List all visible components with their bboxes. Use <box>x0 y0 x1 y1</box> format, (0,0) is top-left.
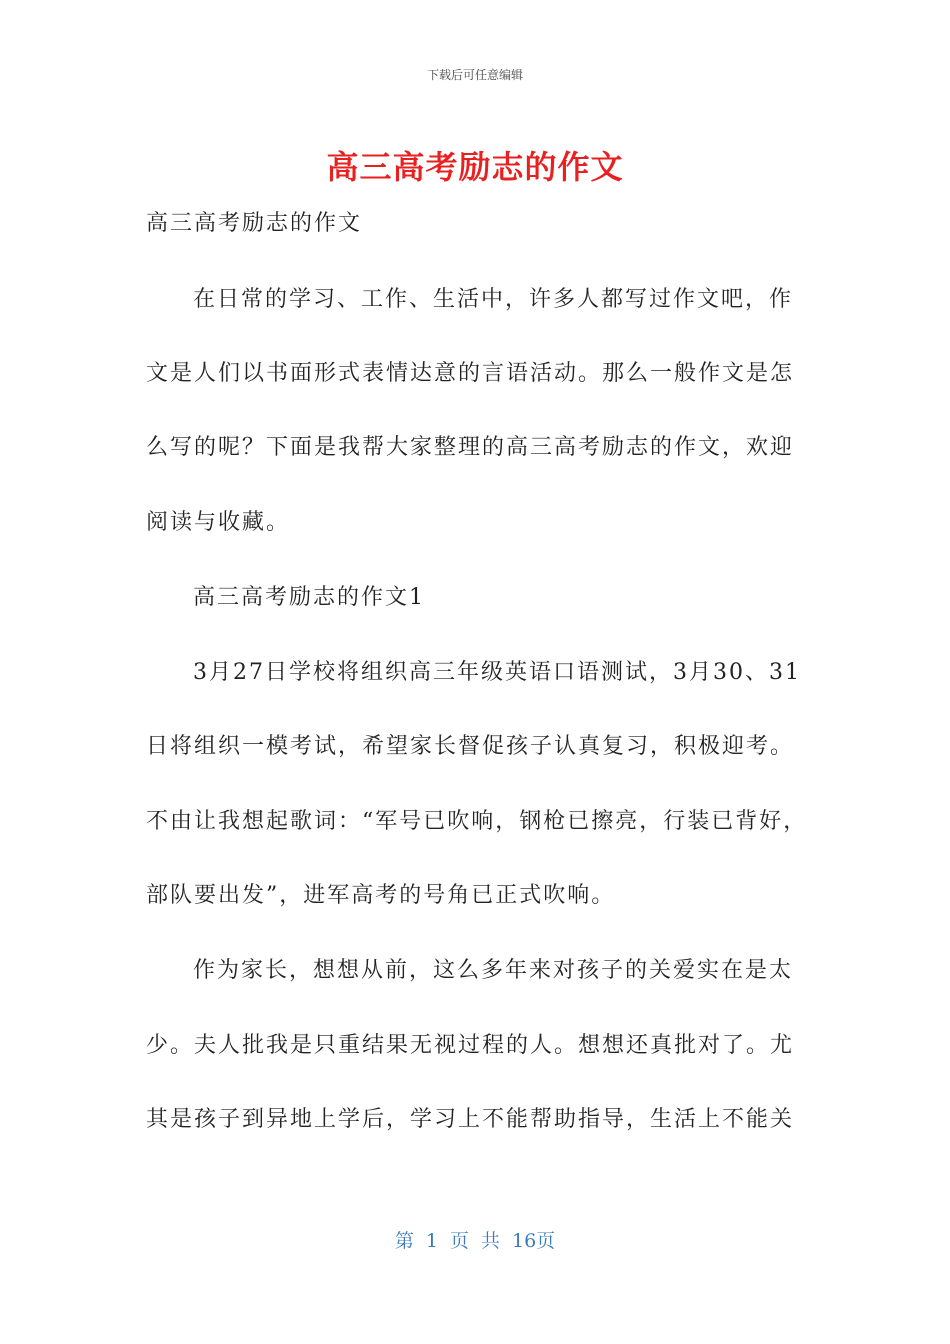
section-heading: 高三高考励志的作文1 <box>193 585 425 610</box>
paragraph-line: 阅读与收藏。 <box>146 510 291 535</box>
paragraph-line: 么写的呢？下面是我帮大家整理的高三高考励志的作文，欢迎 <box>146 435 795 460</box>
paragraph-line: 3月27日学校将组织高三年级英语口语测试，3月30、31 <box>193 660 801 685</box>
document-subtitle: 高三高考励志的作文 <box>146 211 363 236</box>
page-footer <box>0 1226 950 1253</box>
footer-prefix: 第 <box>394 1230 414 1252</box>
paragraph-line: 日将组织一模考试，希望家长督促孩子认真复习，积极迎考。 <box>146 734 795 759</box>
paragraph-line: 在日常的学习、工作、生活中，许多人都写过作文吧，作 <box>193 287 794 312</box>
document-title: 高三高考励志的作文 <box>326 148 624 186</box>
paragraph-line: 文是人们以书面形式表情达意的言语活动。那么一般作文是怎 <box>146 361 795 386</box>
footer-total-pages: 16页 <box>511 1230 556 1252</box>
paragraph-line: 其是孩子到异地上学后，学习上不能帮助指导，生活上不能关 <box>146 1107 795 1132</box>
paragraph-line: 不由让我想起歌词：“军号已吹响，钢枪已擦亮，行装已背好， <box>146 809 808 834</box>
footer-page-number: 1 <box>425 1230 438 1252</box>
paragraph-line: 作为家长，想想从前，这么多年来对孩子的关爱实在是太 <box>193 958 794 983</box>
footer-middle: 页 共 <box>449 1230 500 1252</box>
header-note: 下载后可任意编辑 <box>426 68 523 82</box>
paragraph-line: 少。夫人批我是只重结果无视过程的人。想想还真批对了。尤 <box>146 1033 795 1058</box>
paragraph-line: 部队要出发”，进军高考的号角已正式吹响。 <box>146 883 616 908</box>
